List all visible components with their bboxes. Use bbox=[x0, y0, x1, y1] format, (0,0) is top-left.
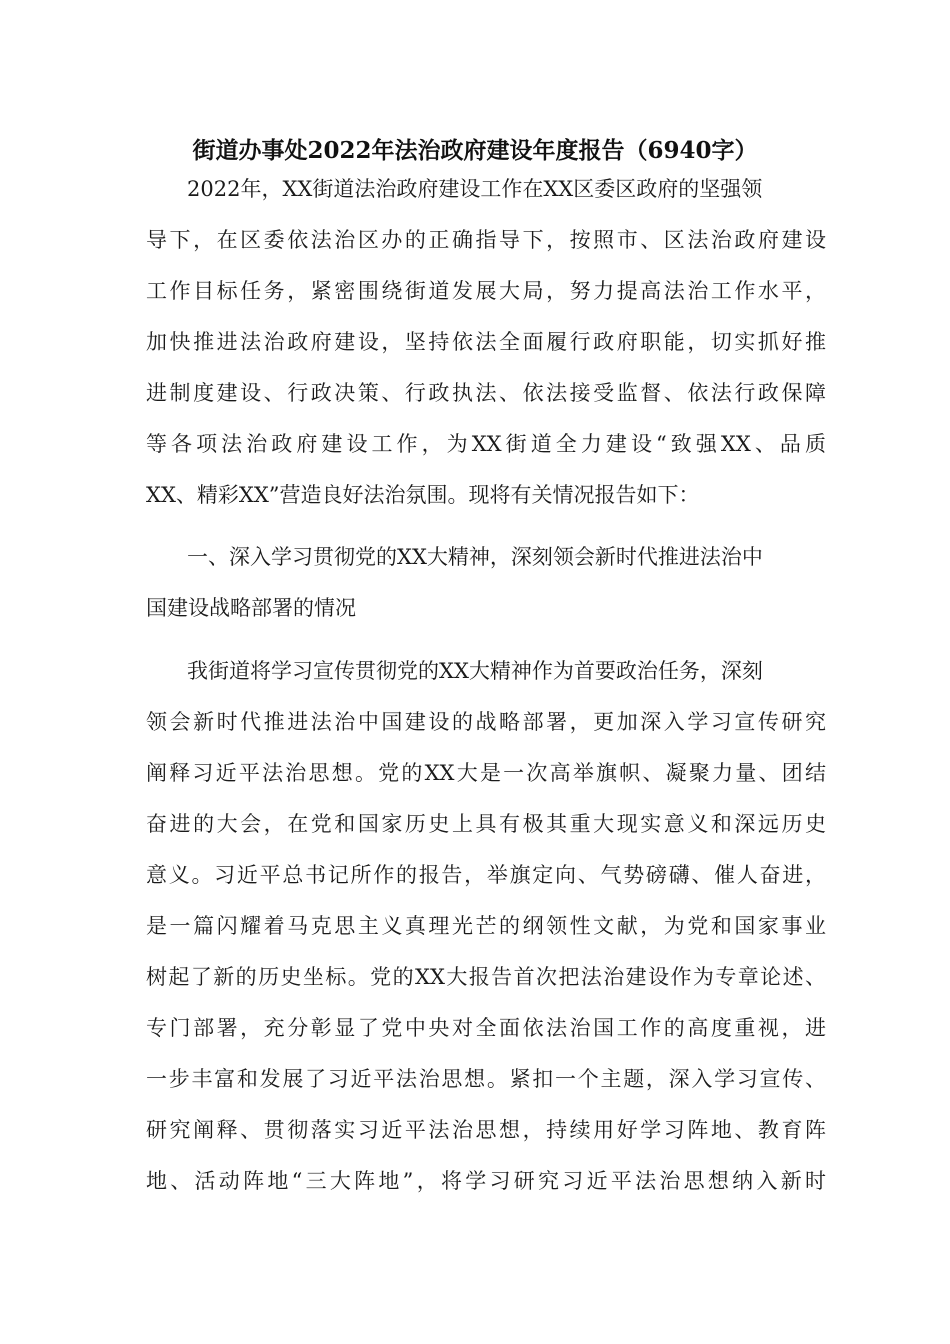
section-1-body-line-5: 意义。习近平总书记所作的报告，举旗定向、气势磅礴、催人奋进， bbox=[146, 863, 826, 887]
section-1-body-line-2: 领会新时代推进法治中国建设的战略部署，更加深入学习宣传研究 bbox=[146, 710, 826, 734]
section-1-heading-line-2: 国建设战略部署的情况 bbox=[146, 596, 356, 620]
section-1-body-line-1: 我街道将学习宣传贯彻党的XX大精神作为首要政治任务，深刻 bbox=[187, 659, 763, 683]
intro-line-1: 2022年，XX街道法治政府建设工作在XX区委区政府的坚强领 bbox=[187, 177, 763, 201]
intro-line-2: 导下，在区委依法治区办的正确指导下，按照市、区法治政府建设 bbox=[146, 228, 826, 252]
section-1-body-line-8: 专门部署，充分彰显了党中央对全面依法治国工作的高度重视，进 bbox=[146, 1016, 826, 1040]
intro-line-3: 工作目标任务，紧密围绕街道发展大局，努力提高法治工作水平， bbox=[146, 279, 826, 303]
section-1-body-line-4: 奋进的大会，在党和国家历史上具有极其重大现实意义和深远历史 bbox=[146, 812, 826, 836]
section-1-body-line-6: 是一篇闪耀着马克思主义真理光芒的纲领性文献，为党和国家事业 bbox=[146, 914, 826, 938]
intro-line-5: 进制度建设、行政决策、行政执法、依法接受监督、依法行政保障 bbox=[146, 381, 826, 405]
intro-line-4: 加快推进法治政府建设，坚持依法全面履行政府职能，切实抓好推 bbox=[146, 330, 826, 354]
section-1-body-line-7: 树起了新的历史坐标。党的XX大报告首次把法治建设作为专章论述、 bbox=[146, 965, 826, 989]
intro-line-7: XX、精彩XX”营造良好法治氛围。现将有关情况报告如下： bbox=[146, 483, 700, 507]
intro-line-6: 等各项法治政府建设工作，为XX街道全力建设“致强XX、品质 bbox=[146, 432, 826, 456]
document-title: 街道办事处2022年法治政府建设年度报告（6940字） bbox=[192, 137, 758, 164]
section-1-heading-line-1: 一、深入学习贯彻党的XX大精神，深刻领会新时代推进法治中 bbox=[187, 545, 763, 569]
section-1-body-line-11: 地、活动阵地“三大阵地”，将学习研究习近平法治思想纳入新时 bbox=[146, 1169, 826, 1193]
section-1-body-line-10: 研究阐释、贯彻落实习近平法治思想，持续用好学习阵地、教育阵 bbox=[146, 1118, 826, 1142]
section-1-body-line-3: 阐释习近平法治思想。党的XX大是一次高举旗帜、凝聚力量、团结 bbox=[146, 761, 826, 785]
section-1-body-line-9: 一步丰富和发展了习近平法治思想。紧扣一个主题，深入学习宣传、 bbox=[146, 1067, 826, 1091]
